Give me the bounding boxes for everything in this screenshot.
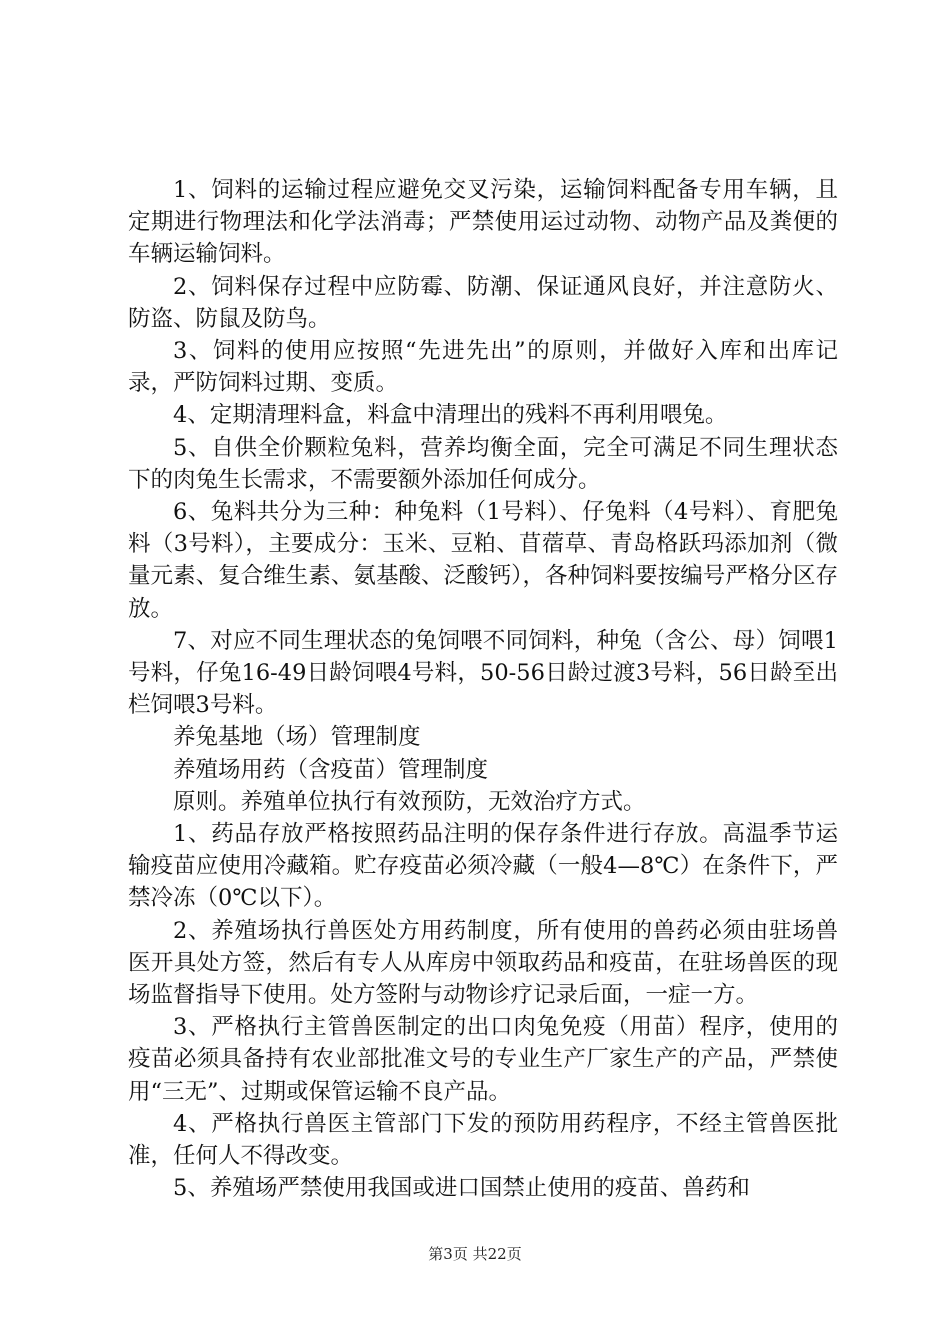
heading-base-management: 养兔基地（场）管理制度 bbox=[173, 724, 421, 751]
paragraph-pellet-feed: 5、自供全价颗粒兔料，营养均衡全面，完全可满足不同生理状态下的肉兔生长需求，不需要额外添加任何成分。 bbox=[128, 434, 838, 493]
paragraph-drug-storage: 1、药品存放严格按照药品注明的保存条件进行存放。高温季节运输疫苗应使用冷藏箱。贮存疫苗必须冷藏（一般4—8℃）在条件下，严禁冷冻（0℃以下）。 bbox=[128, 821, 838, 912]
paragraph-prohibited-drugs: 5、养殖场严禁使用我国或进口国禁止使用的疫苗、兽药和 bbox=[173, 1175, 750, 1202]
paragraph-feed-first-in-first-out: 3、饲料的使用应按照“先进先出”的原则，并做好入库和出库记录，严防饲料过期、变质。 bbox=[128, 338, 838, 397]
document-body bbox=[128, 174, 838, 1205]
paragraph-preventive-medication: 4、严格执行兽医主管部门下发的预防用药程序，不经主管兽医批准，任何人不得改变。 bbox=[128, 1110, 838, 1170]
paragraph-vaccination-program: 3、严格执行主管兽医制定的出口肉兔免疫（用苗）程序，使用的疫苗必须具备持有农业部批准文号的专业生产厂家生产的产品，严禁使用“三无”、过期或保管运输不良产品。 bbox=[128, 1014, 838, 1105]
paragraph-feed-transport: 1、饲料的运输过程应避免交叉污染，运输饲料配备专用车辆，且定期进行物理法和化学法消毒；严禁使用运过动物、动物产品及粪便的车辆运输饲料。 bbox=[128, 177, 838, 268]
paragraph-prescription-system: 2、养殖场执行兽医处方用药制度，所有使用的兽药必须由驻场兽医开具处方签，然后有专人从库房中领取药品和疫苗，在驻场兽医的现场监督指导下使用。处方签附与动物诊疗记录后面，一症一方。 bbox=[128, 917, 838, 1009]
paragraph-feeding-by-stage: 7、对应不同生理状态的兔饲喂不同饲料，种兔（含公、母）饲喂1号料，仔兔16-49日龄饲喂4号料，50-56日龄过渡3号料，56日龄至出栏饲喂3号料。 bbox=[128, 627, 838, 719]
paragraph-principle: 原则。养殖单位执行有效预防，无效治疗方式。 bbox=[173, 788, 646, 815]
paragraph-feed-box-cleaning: 4、定期清理料盒，料盒中清理出的残料不再利用喂兔。 bbox=[173, 402, 728, 429]
paragraph-feed-storage: 2、饲料保存过程中应防霉、防潮、保证通风良好，并注意防火、防盗、防鼠及防鸟。 bbox=[128, 273, 838, 332]
paragraph-feed-types: 6、兔料共分为三种：种兔料（1号料）、仔兔料（4号料）、育肥兔料（3号料），主要成分：玉米、豆粕、苜蓿草、青岛格跃玛添加剂（微量元素、复合维生素、氨基酸、泛酸钙），各种饲料要按编号严格分区存放。 bbox=[128, 499, 838, 622]
page-footer: 第3页 共22页 bbox=[428, 1245, 522, 1263]
heading-medication-management: 养殖场用药（含疫苗）管理制度 bbox=[173, 756, 489, 783]
